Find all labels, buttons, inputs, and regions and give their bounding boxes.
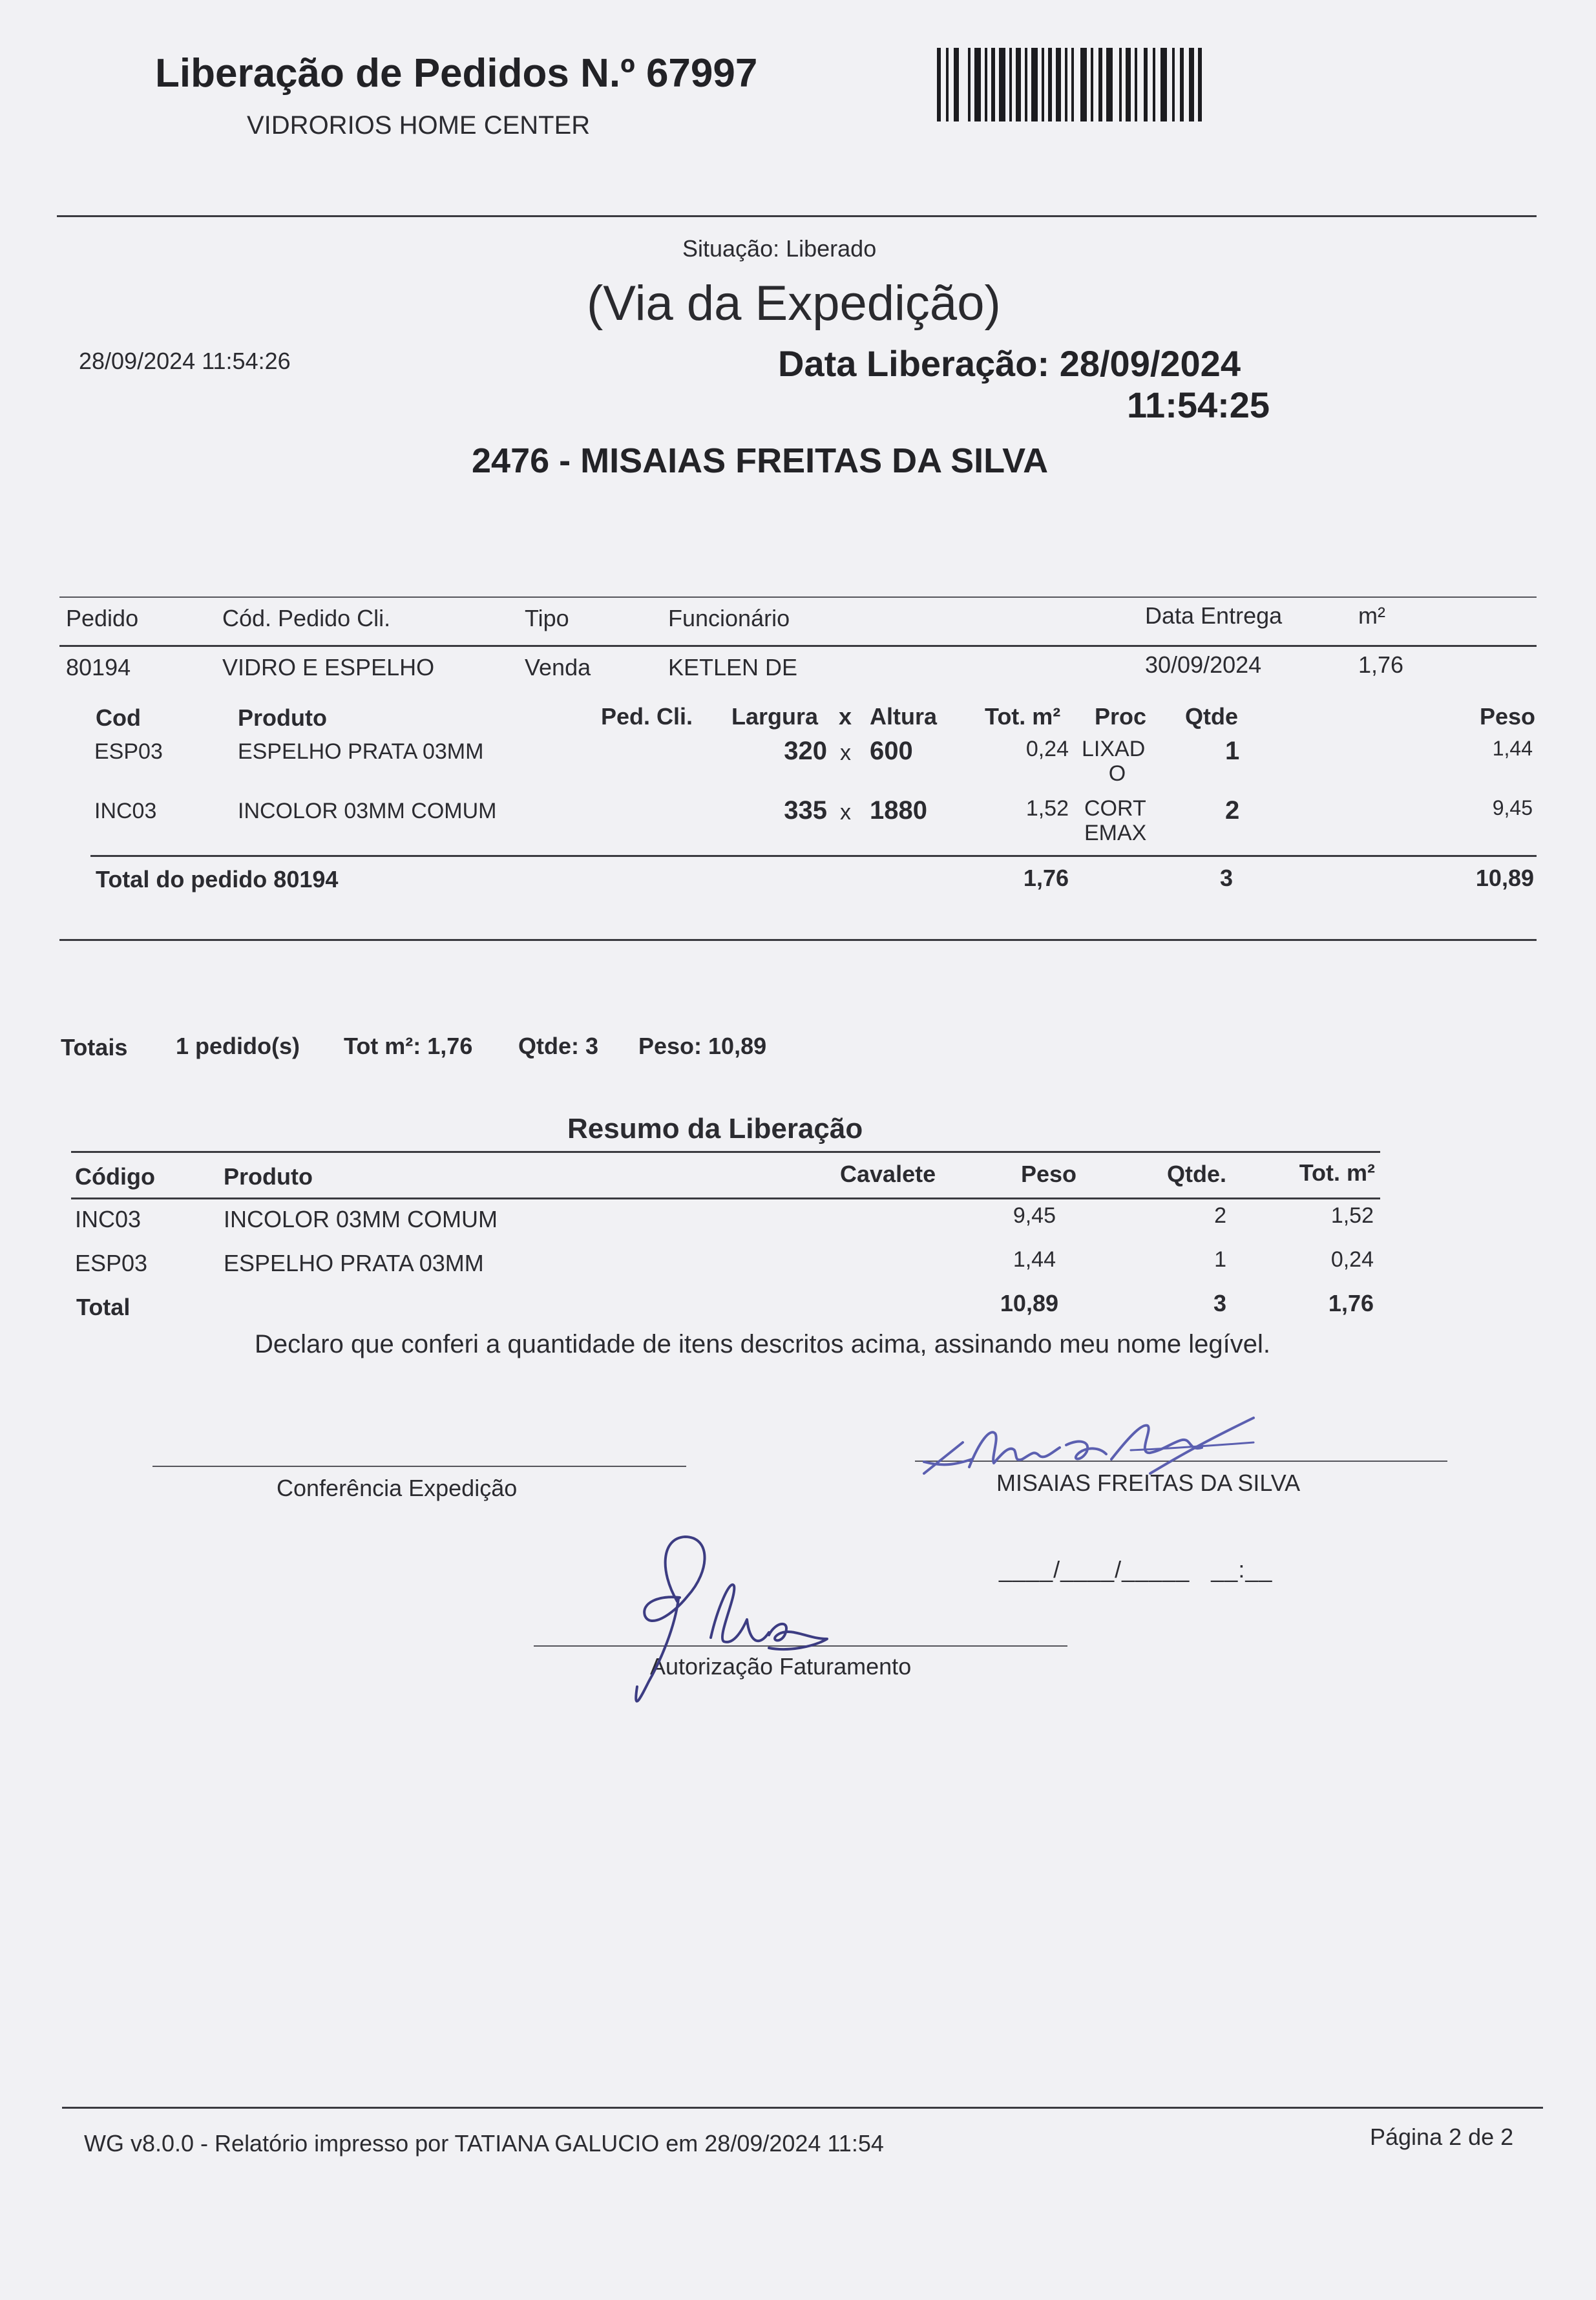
items-col-tot-m2: Tot. m² [985, 703, 1061, 730]
summary-col-codigo: Código [75, 1163, 155, 1190]
item-proc-line1: CORT [1084, 796, 1146, 821]
items-col-produto: Produto [238, 704, 327, 731]
items-total-rule [90, 855, 1537, 857]
summary-tot-m2: 0,24 [1330, 1247, 1374, 1272]
summary-col-produto: Produto [224, 1163, 313, 1190]
autorizacao-label: Autorização Faturamento [650, 1653, 912, 1680]
totals-peso: Peso: 10,89 [638, 1033, 767, 1059]
col-pedido: Pedido [66, 605, 139, 631]
footer-printed-by: WG v8.0.0 - Relatório impresso por TATIANA GALUCIO em 28/09/2024 11:54 [84, 2130, 884, 2157]
items-col-altura: Altura [870, 703, 938, 730]
summary-title: Resumo da Liberação [567, 1113, 863, 1145]
summary-codigo: INC03 [75, 1206, 142, 1232]
items-col-ped-cli: Ped. Cli. [601, 703, 693, 730]
section-divider [59, 939, 1537, 941]
col-tipo: Tipo [525, 605, 569, 631]
col-funcionario: Funcionário [668, 605, 790, 631]
order-m2: 1,76 [1358, 651, 1404, 678]
item-peso: 1,44 [1492, 737, 1533, 760]
summary-col-cavalete: Cavalete [840, 1161, 936, 1187]
declaration-text: Declaro que conferi a quantidade de itens descritos acima, assinando meu nome legível. [255, 1330, 1271, 1358]
totals-label: Totais [61, 1034, 128, 1060]
order-table-top-rule [59, 596, 1537, 598]
order-table-header-rule [59, 645, 1537, 647]
item-proc-line1: LIXAD [1082, 737, 1146, 761]
item-largura: 335 [784, 796, 827, 825]
summary-total-tot-m2: 1,76 [1328, 1290, 1374, 1316]
order-data-entrega: 30/09/2024 [1145, 651, 1262, 678]
print-datetime: 28/09/2024 11:54:26 [79, 348, 291, 374]
summary-qtde: 1 [1214, 1247, 1226, 1272]
summary-top-rule [71, 1151, 1380, 1153]
client-signature-name: MISAIAS FREITAS DA SILVA [996, 1470, 1301, 1496]
items-col-cod: Cod [96, 704, 141, 731]
items-col-qtde: Qtde [1185, 703, 1239, 730]
status-text: Situação: Liberado [682, 235, 877, 262]
item-x: x [840, 741, 851, 765]
item-qtde: 1 [1225, 737, 1240, 765]
item-qtde: 2 [1225, 796, 1240, 825]
item-largura: 320 [784, 737, 827, 765]
col-data-entrega: Data Entrega [1145, 602, 1283, 629]
client-handwritten-signature [918, 1402, 1279, 1499]
summary-tot-m2: 1,52 [1330, 1203, 1374, 1228]
item-proc-line2: EMAX [1084, 821, 1147, 845]
summary-total-qtde: 3 [1213, 1290, 1226, 1316]
summary-total-peso: 10,89 [1000, 1290, 1058, 1316]
items-total-qtde: 3 [1220, 865, 1234, 891]
copy-type: (Via da Expedição) [587, 276, 1001, 331]
item-tot-m2: 1,52 [1025, 796, 1069, 821]
item-peso: 9,45 [1492, 796, 1533, 819]
items-total-peso: 10,89 [1475, 865, 1534, 891]
summary-qtde: 2 [1214, 1203, 1226, 1228]
items-col-peso: Peso [1479, 703, 1535, 730]
conferencia-signature-line [152, 1466, 686, 1467]
items-col-largura: Largura [731, 703, 819, 730]
summary-col-peso: Peso [1020, 1161, 1076, 1187]
item-x: x [840, 800, 851, 825]
item-proc-line2: O [1108, 761, 1126, 786]
order-tipo: Venda [525, 654, 591, 681]
item-cod: ESP03 [94, 739, 163, 764]
company-name: VIDRORIOS HOME CENTER [247, 111, 591, 140]
items-total-label: Total do pedido 80194 [96, 866, 339, 892]
barcode [937, 48, 1202, 121]
summary-codigo: ESP03 [75, 1250, 148, 1276]
date-time-blank: ____/____/_____ __:__ [999, 1556, 1273, 1583]
col-m2: m² [1358, 602, 1385, 629]
totals-pedidos: 1 pedido(s) [176, 1033, 300, 1059]
authorization-handwritten-signature [620, 1525, 840, 1713]
client-name: 2476 - MISAIAS FREITAS DA SILVA [472, 441, 1049, 480]
summary-produto: INCOLOR 03MM COMUM [224, 1206, 498, 1232]
items-total-tot-m2: 1,76 [1023, 865, 1069, 891]
summary-produto: ESPELHO PRATA 03MM [224, 1250, 484, 1276]
order-cod-pedido-cli: VIDRO E ESPELHO [222, 654, 435, 681]
summary-col-qtde: Qtde. [1166, 1161, 1226, 1187]
item-produto: INCOLOR 03MM COMUM [238, 799, 497, 823]
summary-peso: 1,44 [1013, 1247, 1056, 1272]
footer-divider [62, 2107, 1543, 2109]
items-col-x: x [839, 703, 852, 730]
release-date: Data Liberação: 28/09/2024 [778, 343, 1241, 384]
totals-tot-m2: Tot m²: 1,76 [344, 1033, 473, 1059]
col-cod-pedido-cli: Cód. Pedido Cli. [222, 605, 391, 631]
summary-header-rule [71, 1197, 1380, 1199]
footer-page-number: Página 2 de 2 [1370, 2124, 1514, 2150]
release-time: 11:54:25 [1127, 385, 1270, 425]
item-cod: INC03 [94, 799, 157, 823]
item-produto: ESPELHO PRATA 03MM [238, 739, 484, 764]
item-altura: 1880 [870, 796, 927, 825]
summary-col-tot-m2: Tot. m² [1299, 1159, 1375, 1186]
order-funcionario: KETLEN DE [668, 654, 798, 681]
header-divider [57, 215, 1537, 217]
totals-qtde: Qtde: 3 [518, 1033, 599, 1059]
item-altura: 600 [870, 737, 913, 765]
summary-total-label: Total [76, 1294, 131, 1320]
document-title: Liberação de Pedidos N.º 67997 [155, 51, 758, 96]
conferencia-label: Conferência Expedição [277, 1475, 518, 1501]
order-pedido: 80194 [66, 654, 131, 681]
items-col-proc: Proc [1095, 703, 1147, 730]
item-tot-m2: 0,24 [1025, 737, 1069, 761]
summary-peso: 9,45 [1013, 1203, 1056, 1228]
